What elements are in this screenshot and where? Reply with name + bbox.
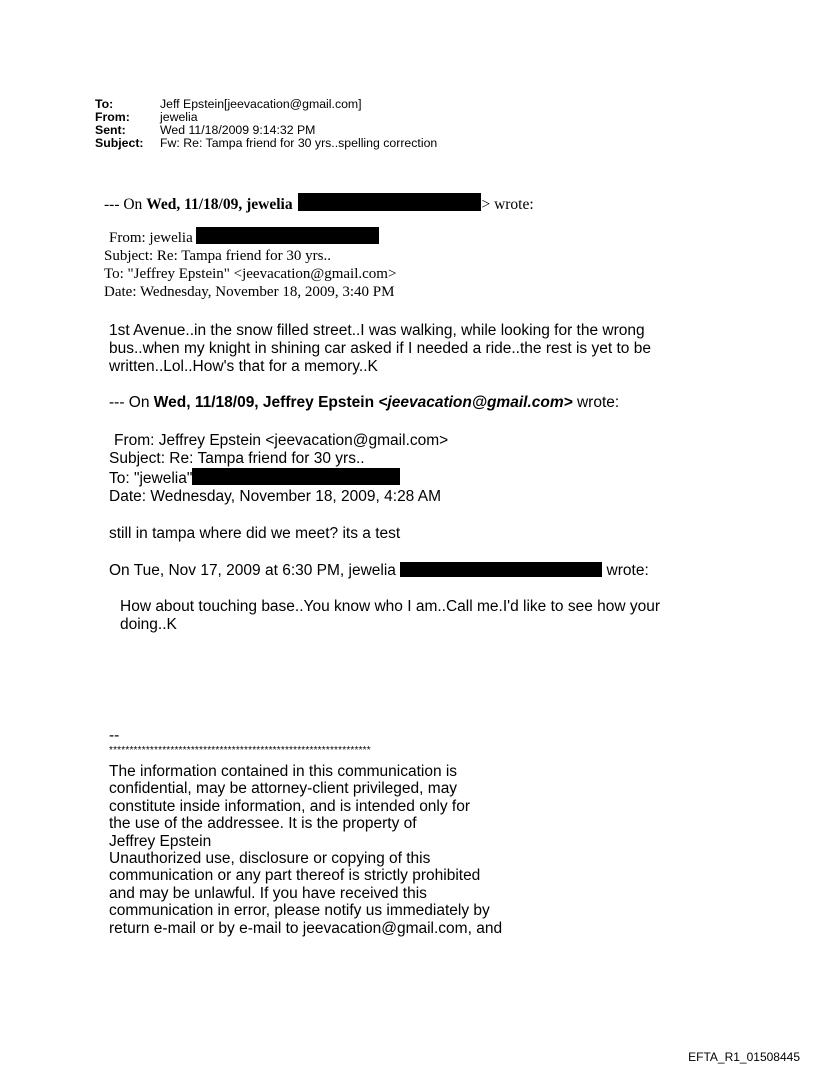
redaction-block	[298, 193, 481, 211]
reply-to-text: To: "jewelia"	[109, 470, 193, 487]
subject-value: Fw: Re: Tampa friend for 30 yrs..spelling correction	[160, 136, 438, 150]
original-intro-suffix: wrote:	[606, 562, 649, 579]
sent-label: Sent:	[95, 123, 126, 137]
forward-intro-suffix: > wrote:	[481, 196, 534, 213]
message-3-body: How about touching base..You know who I am..Call me.I'd like to see how your doing..K	[120, 598, 661, 633]
disclaimer-line: The information contained in this communication is	[109, 763, 458, 780]
reply-from-line: From: Jeffrey Epstein <jeevacation@gmail.com>	[114, 432, 449, 449]
disclaimer-line: the use of the addressee. It is the property of	[109, 815, 417, 833]
reply-intro	[109, 394, 619, 412]
reply-date-line: Date: Wednesday, November 18, 2009, 4:28 AM	[109, 488, 442, 505]
fwd-subject-line: Subject: Re: Tampa friend for 30 yrs..	[104, 248, 331, 264]
reply-headers	[109, 432, 448, 506]
message-1-body: 1st Avenue..in the snow filled street..I was walking, while looking for the wrong bus..when my knight in shining car asked if I needed a ride..the rest is yet to be written..Lol..How's that for a memory..K	[109, 322, 651, 375]
forward-intro	[104, 193, 534, 214]
to-value: Jeff Epstein[jeevacation@gmail.com]	[160, 97, 362, 111]
fwd-from-text: From: jewelia	[109, 230, 193, 246]
from-value: jewelia	[160, 110, 198, 124]
subject-label: Subject:	[95, 136, 144, 150]
sent-value: Wed 11/18/2009 9:14:32 PM	[160, 123, 316, 137]
disclaimer-line: confidential, may be attorney-client privileged, may	[109, 780, 458, 798]
disclaimer-line: communication in error, please notify us immediately by	[109, 902, 490, 920]
original-intro	[109, 562, 649, 580]
disclaimer	[109, 763, 539, 937]
signature-dashes: --	[109, 727, 120, 744]
reply-intro-sender: Wed, 11/18/09, Jeffrey Epstein	[153, 394, 379, 411]
original-intro-prefix: On Tue, Nov 17, 2009 at 6:30 PM, jewelia	[109, 562, 396, 579]
disclaimer-line: and may be unlawful. If you have received this	[109, 884, 427, 902]
disclaimer-line: Unauthorized use, disclosure or copying of this	[109, 850, 431, 868]
forward-intro-prefix: --- On	[104, 196, 147, 213]
disclaimer-line: constitute inside information, and is intended only for	[109, 797, 471, 815]
document-id: EFTA_R1_01508445	[688, 1050, 800, 1064]
disclaimer-line: return e-mail or by e-mail to jeevacation@gmail.com, and	[109, 919, 503, 937]
fwd-date-line: Date: Wednesday, November 18, 2009, 3:40 PM	[104, 284, 395, 300]
reply-intro-email: <jeevacation@gmail.com>	[378, 394, 573, 411]
redaction-block	[400, 562, 602, 577]
fwd-from-line	[104, 227, 396, 247]
disclaimer-line: Jeffrey Epstein	[109, 832, 212, 850]
reply-intro-prefix: --- On	[109, 394, 154, 411]
reply-intro-suffix: wrote:	[572, 394, 620, 411]
forward-intro-sender: Wed, 11/18/09, jewelia	[146, 196, 293, 213]
forwarded-headers	[104, 227, 396, 301]
message-2-body: still in tampa where did we meet? its a test	[109, 525, 401, 542]
from-label: From:	[95, 110, 130, 124]
to-label: To:	[95, 97, 114, 111]
redaction-block	[192, 468, 400, 485]
reply-subject-line: Subject: Re: Tampa friend for 30 yrs..	[109, 450, 365, 467]
fwd-to-line: To: "Jeffrey Epstein" <jeevacation@gmail.com>	[104, 266, 397, 282]
redaction-block	[196, 227, 379, 244]
reply-to-line	[109, 468, 448, 488]
disclaimer-line: communication or any part thereof is strictly prohibited	[109, 867, 481, 885]
signature-stars: ****************************************************************	[109, 745, 371, 756]
